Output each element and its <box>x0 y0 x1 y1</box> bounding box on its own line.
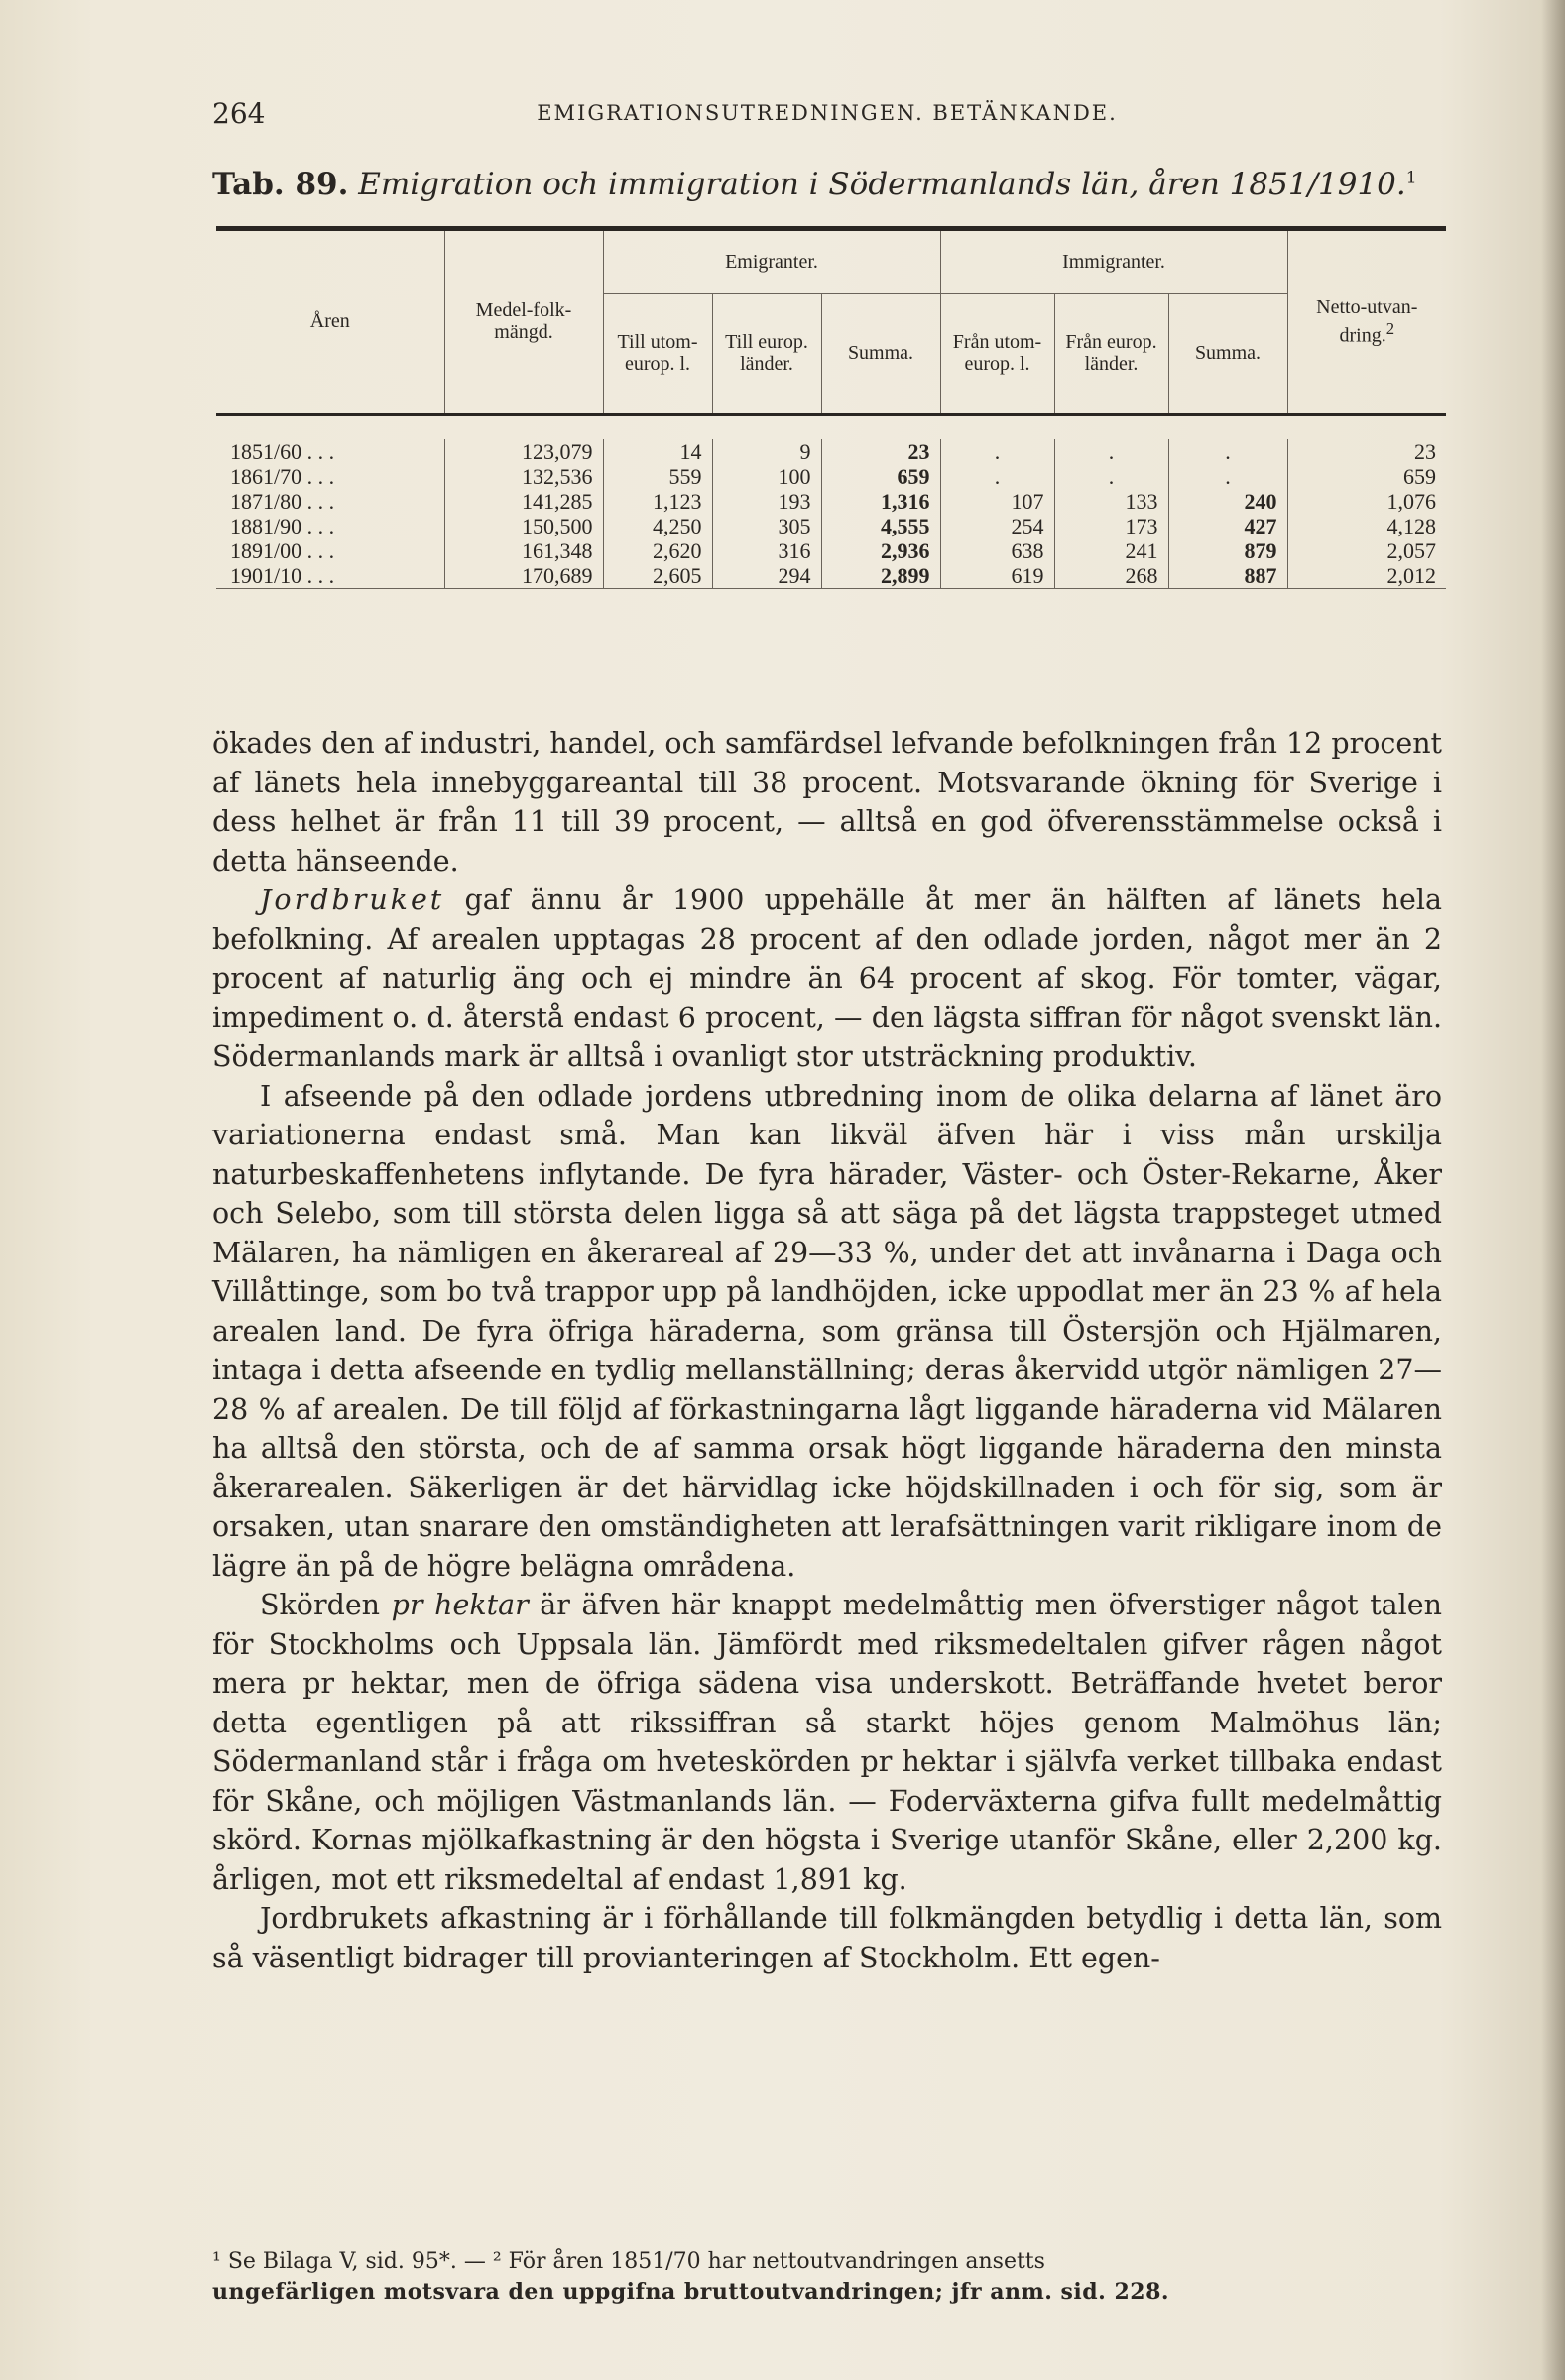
emigration-table <box>216 231 1446 588</box>
paragraph-1: ökades den af industri, handel, och samfärdsel lefvande befolkningen från 12 procent af länets hela innebyggareantal till 38 procent. Motsvarande ökning för Sverige i dess helhet är från 11 till 39 procent, — alltså en god öfverensstämmelse också i detta hänseende. <box>212 727 1442 878</box>
table-row <box>216 538 1446 563</box>
footnote-line-2: ungefärligen motsvara den uppgifna bruttoutvandringen; jfr anm. sid. 228. <box>212 2279 1170 2305</box>
cell-from-europe: 133 <box>1054 489 1168 514</box>
paragraph-3: I afseende på den odlade jordens utbredning inom de olika delarna af länet äro variationerna endast små. Man kan likväl äfven här i viss mån urskilja naturbeskaffenhetens inflytande. De fyra härader, Väster- och Öster-Rekarne, Åker och Selebo, som till största delen ligga så att säga på det lägsta trappsteget utmed Mälaren, ha nämligen en åkerareal af 29—33 %, under det att invånarna i Daga och Villåttinge, som bo två trappor upp på landhöjden, icke uppodlat mer än 23 % af hela arealen land. De fyra öfriga häraderna, som gränsa till Östersjön och Hjälmaren, intaga i detta afseende en tydlig mellanställning; deras åkervidd utgör nämligen 27—28 % af arealen. De till följd af förkastningarna lågt liggande häraderna vid Mälaren ha alltså den största, och de af samma orsak högt liggande häraderna den minsta åkerarealen. Säkerligen är det härvidlag icke höjdskillnaden i och för sig, som är orsaken, utan snarare den omständigheten att lerafsättningen varit rikligare inom de lägre än på de högre belägna områdena. <box>212 1079 1442 1583</box>
col-immigrants: Immigranter. <box>940 231 1287 293</box>
cell-years: 1891/00 . . . <box>230 537 335 563</box>
table-row <box>216 563 1446 588</box>
cell-to-noneurope: 14 <box>603 439 712 464</box>
cell-from-noneurope: . <box>940 464 1054 489</box>
cell-population: 141,285 <box>444 489 603 514</box>
cell-sum-immigrants: . <box>1168 464 1287 489</box>
section-lead-jordbruket: Jordbruket <box>260 884 445 916</box>
col-population: Medel-folk-mängd. <box>444 231 603 414</box>
cell-from-noneurope: 107 <box>940 489 1054 514</box>
cell-population: 132,536 <box>444 464 603 489</box>
cell-to-noneurope: 2,620 <box>603 538 712 563</box>
table-row <box>216 439 1446 464</box>
cell-sum-immigrants: 427 <box>1168 514 1287 538</box>
cell-population: 161,348 <box>444 538 603 563</box>
cell-from-noneurope: 638 <box>940 538 1054 563</box>
cell-to-europe: 294 <box>712 563 821 588</box>
col-sum-immigrants: Summa. <box>1168 293 1287 414</box>
col-to-noneurope: Till utom-europ. l. <box>603 293 712 414</box>
cell-to-europe: 9 <box>712 439 821 464</box>
cell-years: 1871/80 . . . <box>230 488 335 514</box>
cell-to-europe: 100 <box>712 464 821 489</box>
cell-sum-emigrants: 2,899 <box>821 563 940 588</box>
cell-net: 2,012 <box>1287 563 1446 588</box>
paragraph-2 <box>212 881 1442 1077</box>
cell-to-noneurope: 2,605 <box>603 563 712 588</box>
paragraph-5: Jordbrukets afkastning är i förhållande till folkmängden betydlig i detta län, som så väsentligt bidrager till provianteringen af Stockholm. Ett egen- <box>212 1902 1442 1974</box>
cell-years: 1881/90 . . . <box>230 513 335 538</box>
cell-years: 1861/70 . . . <box>230 463 335 489</box>
cell-sum-immigrants: 879 <box>1168 538 1287 563</box>
cell-to-europe: 305 <box>712 514 821 538</box>
cell-from-noneurope: 619 <box>940 563 1054 588</box>
footnotes <box>212 2247 1442 2307</box>
paragraph-4 <box>212 1586 1442 1899</box>
page-number: 264 <box>212 97 266 130</box>
paragraph-4-italic: pr hektar <box>391 1589 529 1621</box>
col-emigrants: Emigranter. <box>603 231 940 293</box>
table-caption-note: 1 <box>1405 168 1417 188</box>
paragraph-4-start: Skörden <box>260 1589 392 1621</box>
cell-from-noneurope: . <box>940 439 1054 464</box>
running-head <box>212 97 1442 137</box>
running-title: EMIGRATIONSUTREDNINGEN. BETÄNKANDE. <box>537 101 1118 125</box>
paragraph-4-text: är äfven här knappt medelmåttig men öfverstiger något talen för Stockholms och Uppsala län. Jämfördt med riksmedeltalen gifver rågen något mera pr hektar, men de öfriga sädena visa underskott. Beträffande hvetet beror detta egentligen på att rikssiffran så starkt höjes genom Malmöhus län; Södermanland står i fråga om hveteskörden pr hektar i självfa verket tillbaka endast för Skåne, och möjligen Västmanlands län. — Foderväxterna gifva fullt medelmåttig skörd. Kornas mjölkafkastning är den högsta i Sverige utanför Skåne, eller 2,200 kg. årligen, mot ett riksmedeltal af endast 1,891 kg. <box>212 1589 1443 1896</box>
cell-net: 659 <box>1287 464 1446 489</box>
col-from-europe: Från europ. länder. <box>1054 293 1168 414</box>
cell-sum-emigrants: 1,316 <box>821 489 940 514</box>
cell-to-europe: 193 <box>712 489 821 514</box>
col-years: Åren <box>309 310 350 333</box>
cell-sum-immigrants: . <box>1168 439 1287 464</box>
table-bottom-rule <box>216 588 1446 589</box>
cell-years: 1901/10 . . . <box>230 562 335 588</box>
cell-net: 4,128 <box>1287 514 1446 538</box>
cell-sum-immigrants: 887 <box>1168 563 1287 588</box>
cell-population: 150,500 <box>444 514 603 538</box>
cell-population: 170,689 <box>444 563 603 588</box>
cell-from-europe: 173 <box>1054 514 1168 538</box>
col-net-label: Netto-utvan-dring. <box>1316 296 1418 347</box>
cell-sum-emigrants: 4,555 <box>821 514 940 538</box>
table-title: Emigration och immigration i Södermanlands län, åren 1851/1910. <box>358 167 1406 202</box>
cell-to-europe: 316 <box>712 538 821 563</box>
cell-from-europe: . <box>1054 464 1168 489</box>
col-from-noneurope: Från utom-europ. l. <box>940 293 1054 414</box>
col-net <box>1287 231 1446 414</box>
cell-years: 1851/60 . . . <box>230 438 335 464</box>
cell-to-noneurope: 4,250 <box>603 514 712 538</box>
cell-from-europe: . <box>1054 439 1168 464</box>
paragraph-2-text: gaf ännu år 1900 uppehälle åt mer än hälften af länets hela befolkning. Af arealen upptagas 28 procent af den odlade jorden, något mer än 2 procent af naturlig äng och ej mindre än 64 procent af skog. För tomter, vägar, impediment o. d. återstå endast 6 procent, — den lägsta siffran för något svenskt län. Södermanlands mark är alltså i ovanligt stor utsträckning produktiv. <box>212 884 1442 1073</box>
table-caption <box>212 167 1417 202</box>
cell-net: 2,057 <box>1287 538 1446 563</box>
col-net-note: 2 <box>1385 318 1395 338</box>
cell-sum-emigrants: 2,936 <box>821 538 940 563</box>
cell-to-noneurope: 1,123 <box>603 489 712 514</box>
statistics-table-wrap <box>216 226 1446 589</box>
cell-sum-emigrants: 659 <box>821 464 940 489</box>
cell-sum-emigrants: 23 <box>821 439 940 464</box>
col-to-europe: Till europ. länder. <box>712 293 821 414</box>
cell-from-europe: 268 <box>1054 563 1168 588</box>
body-text <box>212 724 1442 1977</box>
footnote-line-1: ¹ Se Bilaga V, sid. 95*. — ² För åren 1851/70 har nettoutvandringen ansetts <box>212 2249 1045 2274</box>
cell-sum-immigrants: 240 <box>1168 489 1287 514</box>
table-row <box>216 489 1446 514</box>
table-row <box>216 464 1446 489</box>
cell-from-europe: 241 <box>1054 538 1168 563</box>
cell-from-noneurope: 254 <box>940 514 1054 538</box>
cell-to-noneurope: 559 <box>603 464 712 489</box>
cell-population: 123,079 <box>444 439 603 464</box>
col-sum-emigrants: Summa. <box>821 293 940 414</box>
table-row <box>216 514 1446 538</box>
table-body <box>216 414 1446 588</box>
cell-net: 23 <box>1287 439 1446 464</box>
table-label: Tab. 89. <box>212 167 349 202</box>
page-edge-shadow <box>1541 0 1565 2380</box>
cell-net: 1,076 <box>1287 489 1446 514</box>
